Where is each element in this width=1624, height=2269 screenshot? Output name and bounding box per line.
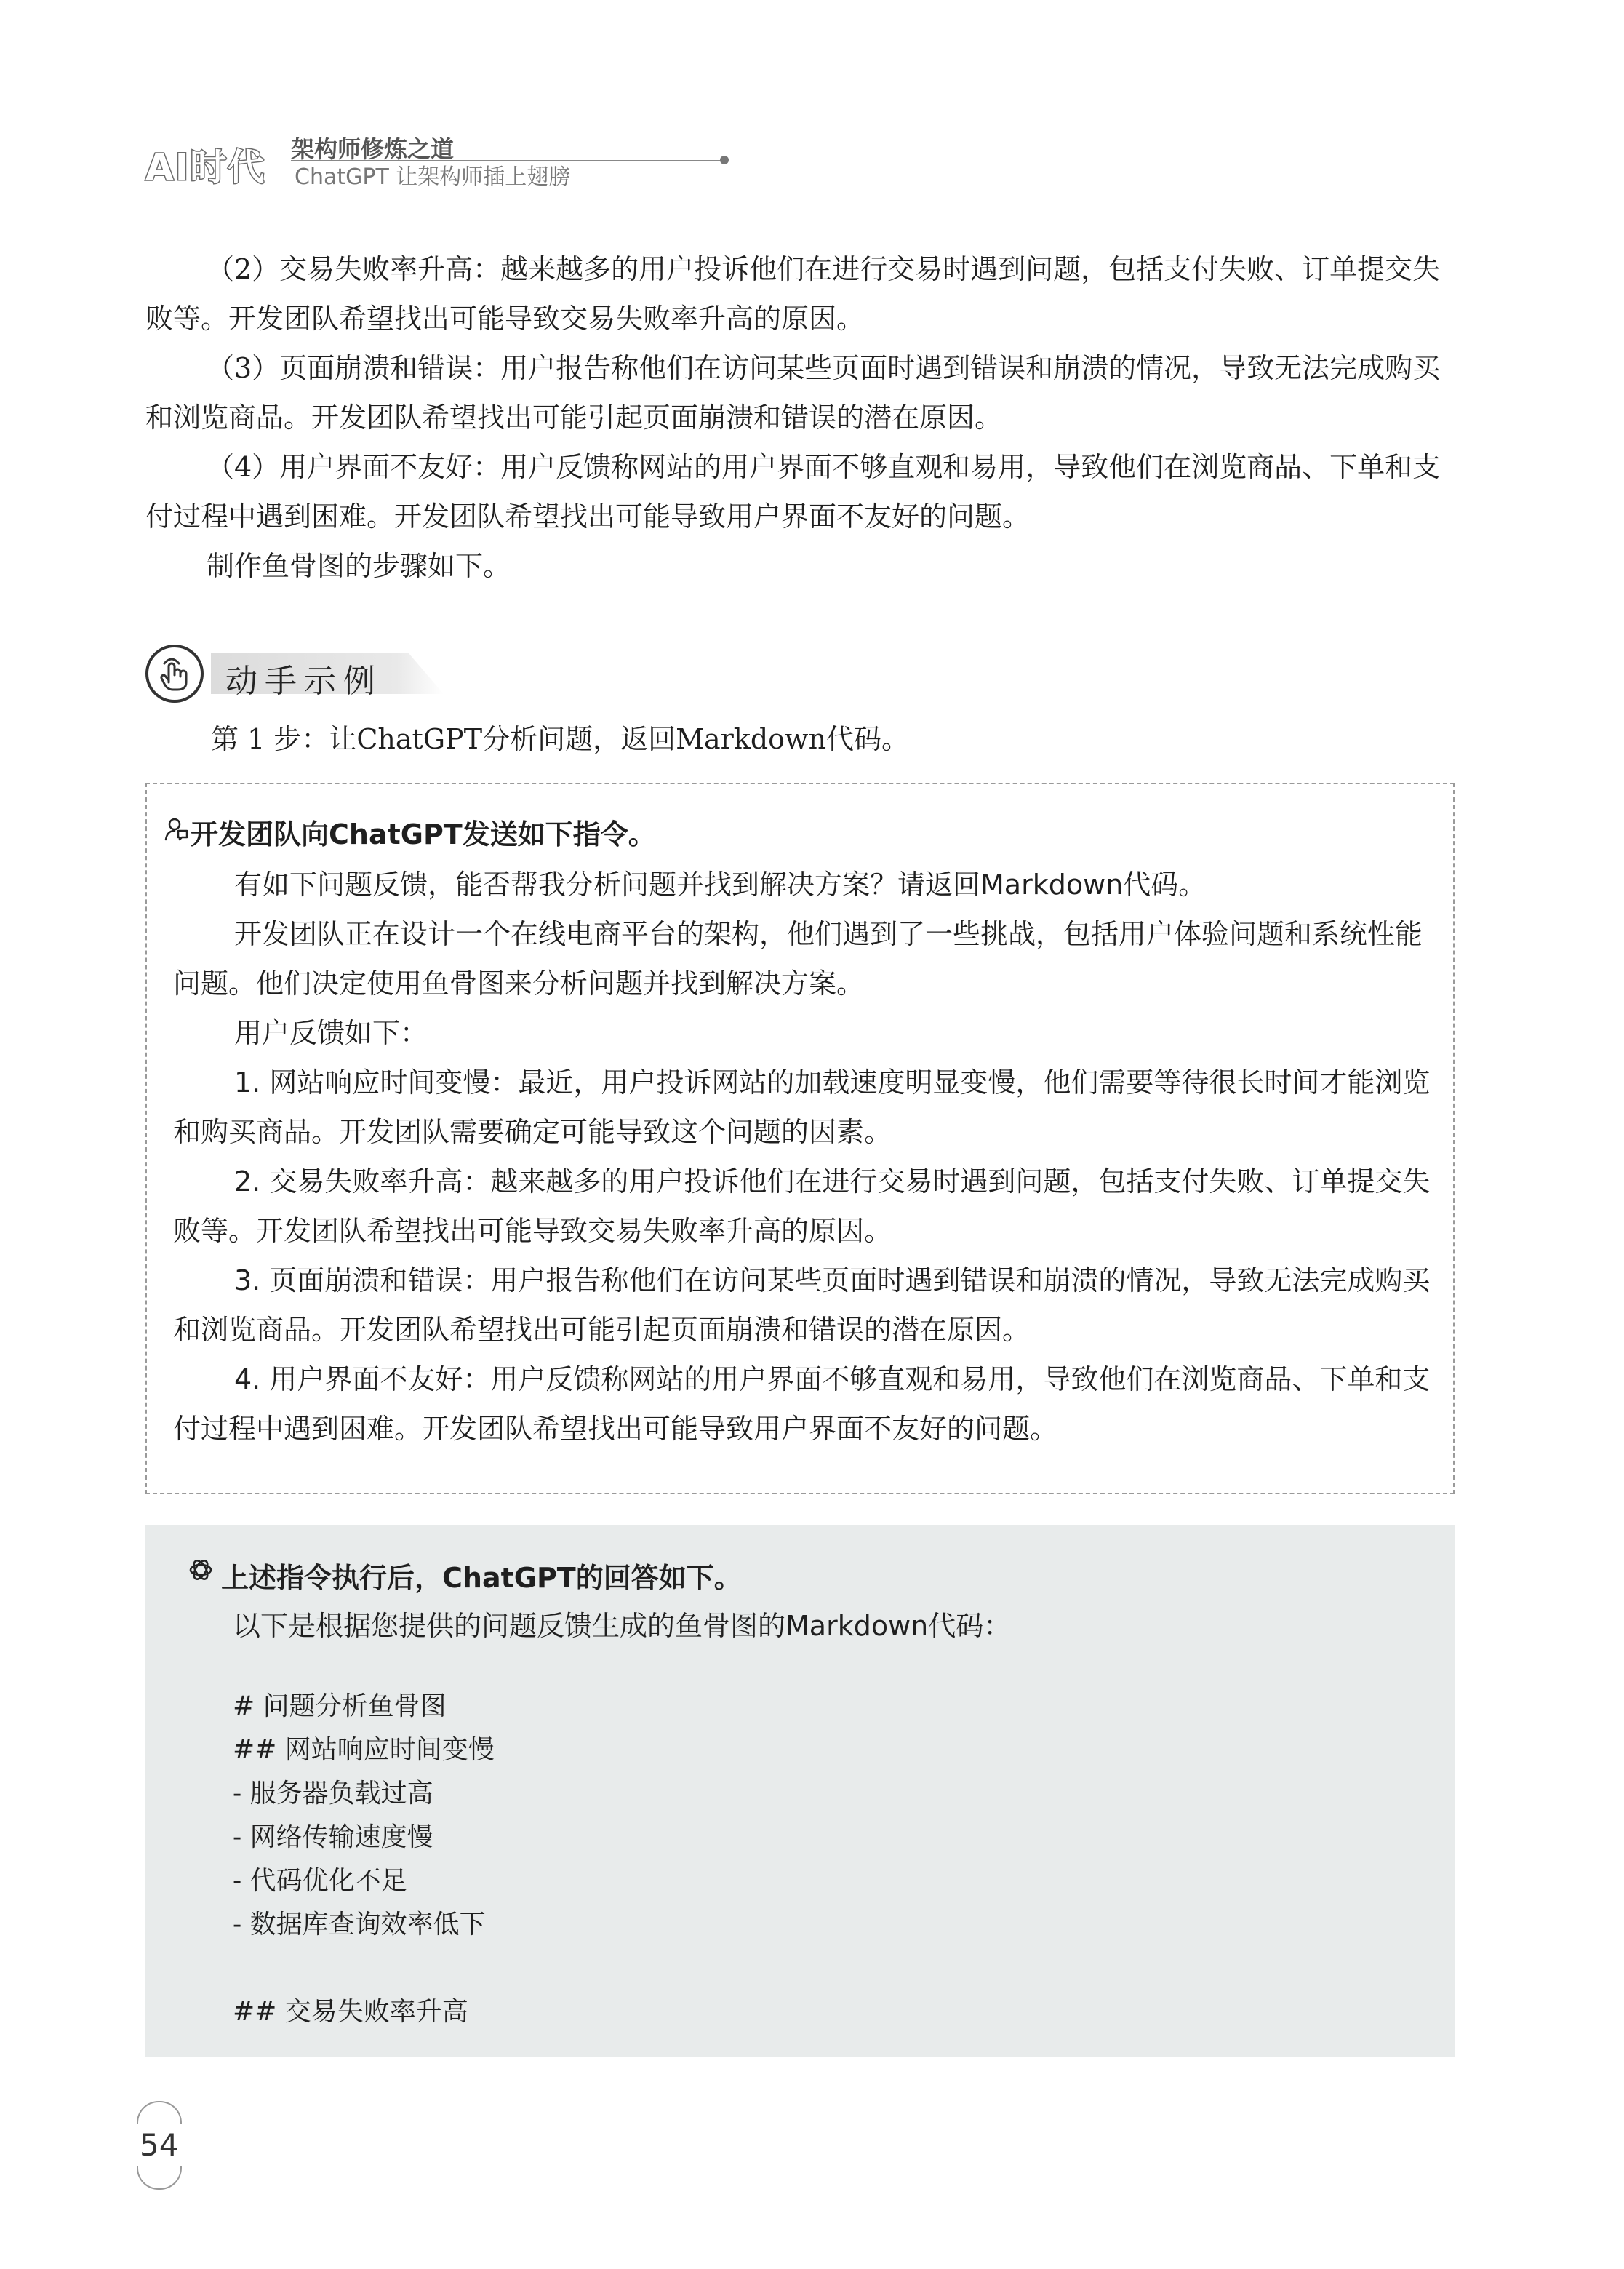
code-line: # 问题分析鱼骨图 [233,1691,447,1721]
code-line: ## 交易失败率升高 [233,1997,468,2027]
prompt-line: 3. 页面崩溃和错误：用户报告称他们在访问某些页面时遇到错误和崩溃的情况，导致无法完成购买和浏览商品。开发团队希望找出可能引起页面崩溃和错误的潜在原因。 [173,1264,1431,1346]
example-title: 动手示例 [225,663,383,700]
page-number [137,2101,182,2188]
example-heading [145,645,473,703]
prompt-box [145,783,1455,1494]
paragraph: （4）用户界面不友好：用户反馈称网站的用户界面不够直观和易用，导致他们在浏览商品、下单和支付过程中遇到困难。开发团队希望找出可能导致用户界面不友好的问题。 [145,451,1441,533]
hand-pointer-icon [145,645,204,703]
answer-box [145,1525,1455,2057]
paragraph: （3）页面崩溃和错误：用户报告称他们在访问某些页面时遇到错误和崩溃的情况，导致无法完成购买和浏览商品。开发团队希望找出可能引起页面崩溃和错误的潜在原因。 [145,352,1441,434]
prompt-line: 有如下问题反馈，能否帮我分析问题并找到解决方案？请返回Markdown代码。 [234,869,1207,901]
prompt-body [173,860,1439,1453]
prompt-line: 开发团队正在设计一个在线电商平台的架构，他们遇到了一些挑战，包括用户体验问题和系统性能问题。他们决定使用鱼骨图来分析问题并找到解决方案。 [173,918,1423,1000]
code-line: - 服务器负载过高 [233,1779,433,1809]
running-header [145,109,655,189]
header-title: 架构师修炼之道 [291,135,455,163]
prompt-line: 用户反馈如下： [234,1017,428,1049]
header-brand: AI时代 [145,146,266,188]
prompt-line: 4. 用户界面不友好：用户反馈称网站的用户界面不够直观和易用，导致他们在浏览商品、下单和支付过程中遇到困难。开发团队希望找出可能导致用户界面不友好的问题。 [173,1363,1431,1445]
code-line [233,1947,1396,1990]
page-number-text: 54 [140,2127,179,2163]
step-1-text: 第 1 步：让ChatGPT分析问题，返回Markdown代码。 [211,723,910,755]
page-number-arc [137,2166,182,2190]
prompt-line: 1. 网站响应时间变慢：最近，用户投诉网站的加载速度明显变慢，他们需要等待很长时间才能浏览和购买商品。开发团队需要确定可能导致这个问题的因素。 [173,1066,1431,1148]
user-chat-icon [164,816,189,844]
body-text [145,244,1463,591]
prompt-heading: 开发团队向ChatGPT发送如下指令。 [191,818,656,850]
header-subtitle: ChatGPT 让架构师插上翅膀 [295,164,571,190]
code-line: - 代码优化不足 [233,1866,407,1896]
markdown-code [233,1685,1396,2034]
code-line: ## 网站响应时间变慢 [233,1735,495,1765]
code-line: - 网络传输速度慢 [233,1822,433,1852]
answer-heading: 上述指令执行后，ChatGPT的回答如下。 [221,1562,742,1594]
paragraph: （2）交易失败率升高：越来越多的用户投诉他们在进行交易时遇到问题，包括支付失败、订单提交失败等。开发团队希望找出可能导致交易失败率升高的原因。 [145,253,1441,335]
prompt-line: 2. 交易失败率升高：越来越多的用户投诉他们在进行交易时遇到问题，包括支付失败、订单提交失败等。开发团队希望找出可能导致交易失败率升高的原因。 [173,1165,1431,1247]
page-number-arc [137,2101,182,2124]
answer-intro: 以下是根据您提供的问题反馈生成的鱼骨图的Markdown代码： [233,1610,1012,1642]
code-line: - 数据库查询效率低下 [233,1910,486,1939]
chatgpt-logo-icon [188,1557,214,1586]
paragraph: 制作鱼骨图的步骤如下。 [207,550,511,582]
header-dot [720,156,729,164]
